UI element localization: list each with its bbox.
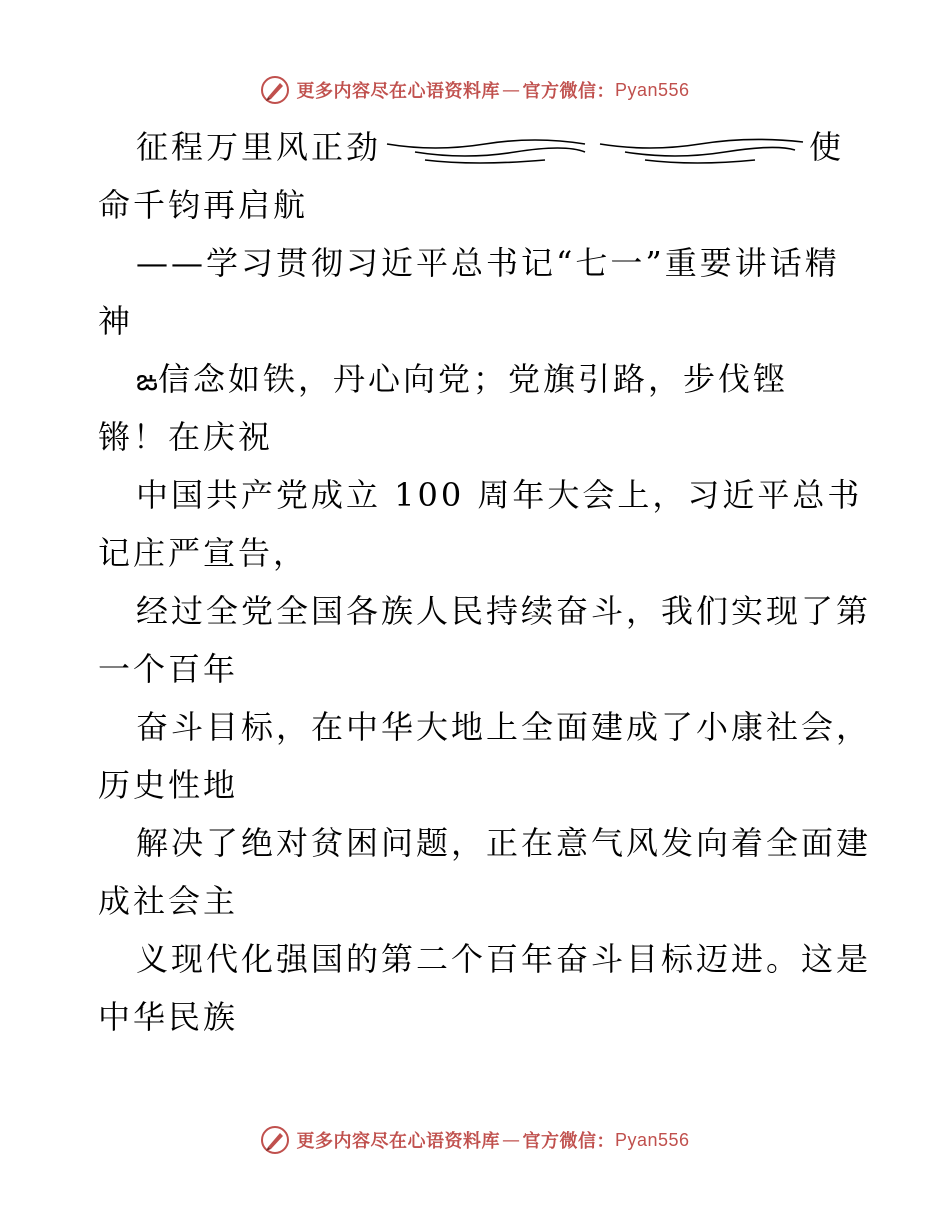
text-line-14: 成社会主 [98, 882, 239, 920]
text-line-10: 一个百年 [98, 650, 239, 688]
pen-logo-icon [260, 75, 290, 105]
text-line-13: 解决了绝对贫困问题，正在意气风发向着全面建 [136, 824, 872, 862]
text-line-2: 命千钧再启航 [98, 186, 309, 224]
text-line-5-body: 信念如铁，丹心向党；党旗引路，步伐铿 [157, 360, 788, 398]
watermark-id: Pyan556 [614, 1129, 690, 1150]
watermark-text: 更多内容尽在心语资料库 [296, 1131, 500, 1152]
watermark-text: 更多内容尽在心语资料库 [296, 81, 500, 102]
text-line-16: 中华民族 [98, 998, 239, 1036]
text-line-9: 经过全党全国各族人民持续奋斗，我们实现了第 [136, 592, 872, 630]
text-line-4: 神 [98, 302, 134, 340]
text-line-12: 历史性地 [98, 766, 239, 804]
watermark-label: 官方微信： [522, 1131, 615, 1152]
watermark-id: Pyan556 [614, 79, 690, 100]
footer-watermark [0, 1120, 950, 1160]
document-body [98, 118, 872, 1046]
header-watermark [0, 70, 950, 110]
title-part-1: 征程万里风正劲 [136, 128, 382, 166]
watermark-separator: — [501, 1129, 521, 1151]
text-line-7: 中国共产党成立 100 周年大会上，习近平总书 [136, 476, 863, 514]
pen-logo-icon [260, 1125, 290, 1155]
wave-decoration [385, 130, 805, 170]
watermark-separator: — [501, 79, 521, 101]
text-line-15: 义现代化强国的第二个百年奋斗目标迈进。这是 [136, 940, 872, 978]
watermark-label: 官方微信： [522, 81, 615, 102]
text-line-1 [98, 118, 858, 176]
text-line-6: 锵！在庆祝 [98, 418, 274, 456]
text-line-8: 记庄严宣告， [98, 534, 309, 572]
flourish-glyph: ఙ [136, 363, 158, 398]
text-line-3: ——学习贯彻习近平总书记“七一”重要讲话精 [136, 244, 840, 282]
text-line-11: 奋斗目标，在中华大地上全面建成了小康社会， [136, 708, 872, 746]
text-line-5 [98, 350, 858, 408]
title-part-1-tail: 使 [809, 128, 845, 166]
